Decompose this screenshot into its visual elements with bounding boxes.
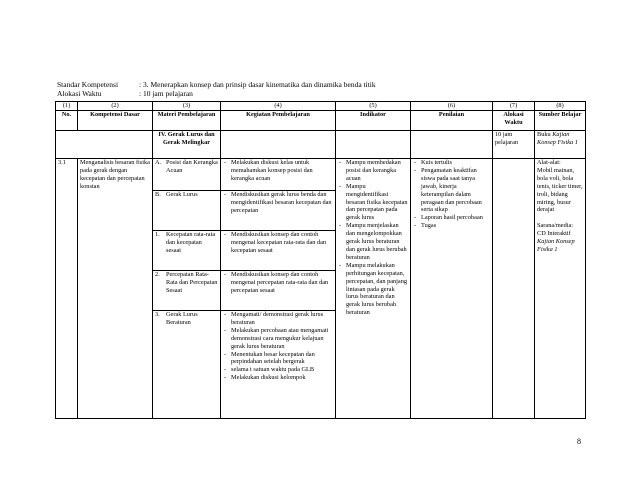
standar-kompetensi-value: : 3. Menerapkan konsep dan prinsip dasar kinematika dan dinamika benda titik	[139, 80, 376, 89]
col-number: (2)	[78, 102, 153, 111]
sarana-title: Kajian Konsep Fisika 1	[537, 238, 575, 254]
indikator-cell	[336, 159, 411, 419]
sarana-text: CD Interaktif	[537, 230, 571, 238]
col-number: (5)	[336, 102, 411, 111]
topic-row	[56, 131, 586, 159]
page-number: 8	[577, 437, 581, 446]
column-header-row	[56, 111, 586, 131]
alokasi-waktu-label: Alokasi Waktu	[57, 89, 102, 98]
topic-materi: IV. Gerak Lurus dan Gerak Melingkar	[153, 131, 221, 159]
header-indikator: Indikator	[336, 111, 411, 131]
list-item: - Mendiskusikan konsep dan contoh mengenai percepatan rata-rata dan dan percepatan sesaat	[223, 271, 333, 295]
topic-sumber	[535, 131, 586, 159]
list-item: - Mendiskusikan konsep dan contoh mengenai kecepatan rata-rata dan dan kecepatan sesaat	[223, 231, 333, 255]
list-item: - Mengamati/ demonstrasi gerak lurus beraturan	[223, 311, 333, 327]
column-number-row	[56, 102, 586, 111]
header-no: No.	[56, 111, 78, 131]
list-item: - selama t satuan waktu pada GLB	[223, 366, 333, 374]
header-materi: Materi Pembelajaran	[153, 111, 221, 131]
kd-number: 3.1	[56, 159, 78, 419]
kegiatan-cell	[221, 159, 336, 191]
penilaian-cell	[411, 159, 493, 419]
topic-sumber-prefix: Buku	[537, 131, 551, 138]
kd-text: Menganalisis besaran fisika pada gerak dengan kecepatan dan percepatan konstan	[78, 159, 153, 419]
alat-label: Alat-alat:	[537, 159, 561, 166]
header-kegiatan: Kegiatan Pembelajaran	[221, 111, 336, 131]
header-penilaian: Penilaian	[411, 111, 493, 131]
list-item: - Melakukan diskusi kelompok	[223, 374, 333, 382]
kegiatan-cell	[221, 191, 336, 231]
list-item: - Menentukan besar kecepatan dan perpindahan setelah bergerak	[223, 351, 333, 367]
topic-sumber-title: Kajian Konsep Fisika 1	[537, 131, 578, 146]
materi-item: B. Gerak Lurus	[153, 191, 221, 231]
col-number: (1)	[56, 102, 78, 111]
header-alokasi: Alokasi Waktu	[493, 111, 535, 131]
col-number: (3)	[153, 102, 221, 111]
sarana-label: Sarana/media:	[537, 222, 574, 230]
materi-item: 2. Percepatan Rata-Rata dan Percepatan Sesaat	[153, 271, 221, 311]
list-item: - Pengamatan keaktifan siswa pada saat tanya jawab, kinerja keterampilan dalam peragaan dan percobaan serta sikap	[413, 167, 490, 214]
topic-alokasi: 10 jam pelajaran	[493, 131, 535, 159]
materi-item: 3. Gerak Lurus Beraturan	[153, 311, 221, 419]
list-item: - Melakukan diskusi kelas untuk memahamkan konsep posisi dan kerangka acuan	[223, 159, 333, 183]
list-item: - Laporan hasil percobaan	[413, 214, 490, 222]
alokasi-cell	[493, 159, 535, 419]
list-item: - Melakukan percobaan atau mengamati demonstrasi cara mengukur kelajuan gerak lurus beraturan	[223, 327, 333, 351]
kegiatan-cell	[221, 231, 336, 271]
materi-item: 1. Kecepatan rata-rata dan kecepatan sesaat	[153, 231, 221, 271]
list-item: - Mampu mengidentifikasi besaran fisika kecepatan dan percepatan pada gerak lurus	[338, 183, 408, 223]
standar-kompetensi-label: Standar Kompetensi	[57, 80, 119, 89]
list-item: - Kuis tertulis	[413, 159, 490, 167]
list-item: - Mampu menjelaskan dan mengelompokkan gerak lurus beraturan dan gerak lurus berubah beraturan	[338, 222, 408, 262]
alokasi-waktu-value: : 10 jam pelajaran	[139, 89, 193, 98]
kegiatan-cell	[221, 271, 336, 311]
list-item: - Mampu melakukan perhitungan kecepatan, percepatan, dan panjang lintasan pada gerak lurus beraturan dan gerak lurus berubah beraturan	[338, 262, 408, 317]
col-number: (4)	[221, 102, 336, 111]
col-number: (7)	[493, 102, 535, 111]
header-kompetensi-dasar: Kompetensi Dasar	[78, 111, 153, 131]
table-row	[56, 159, 586, 191]
list-item: - Tugas	[413, 222, 490, 230]
list-item: - Mendiskusikan gerak lurus benda dan mengidentifikasi besaran kecepatan dan percepatan	[223, 191, 333, 215]
sumber-cell	[535, 159, 586, 419]
header-sumber: Sumber Belajar	[535, 111, 586, 131]
syllabus-table	[55, 101, 586, 419]
col-number: (8)	[535, 102, 586, 111]
kegiatan-cell	[221, 311, 336, 419]
materi-item: A. Posisi dan Kerangka Acuan	[153, 159, 221, 191]
col-number: (6)	[411, 102, 493, 111]
alat-text: Mobil mainan, bola voli, bola tenis, ticker timer, troli, bidang miring, busur derajat	[537, 166, 583, 214]
list-item: - Mampu membedakan posisi dan kerangka acuan	[338, 159, 408, 183]
